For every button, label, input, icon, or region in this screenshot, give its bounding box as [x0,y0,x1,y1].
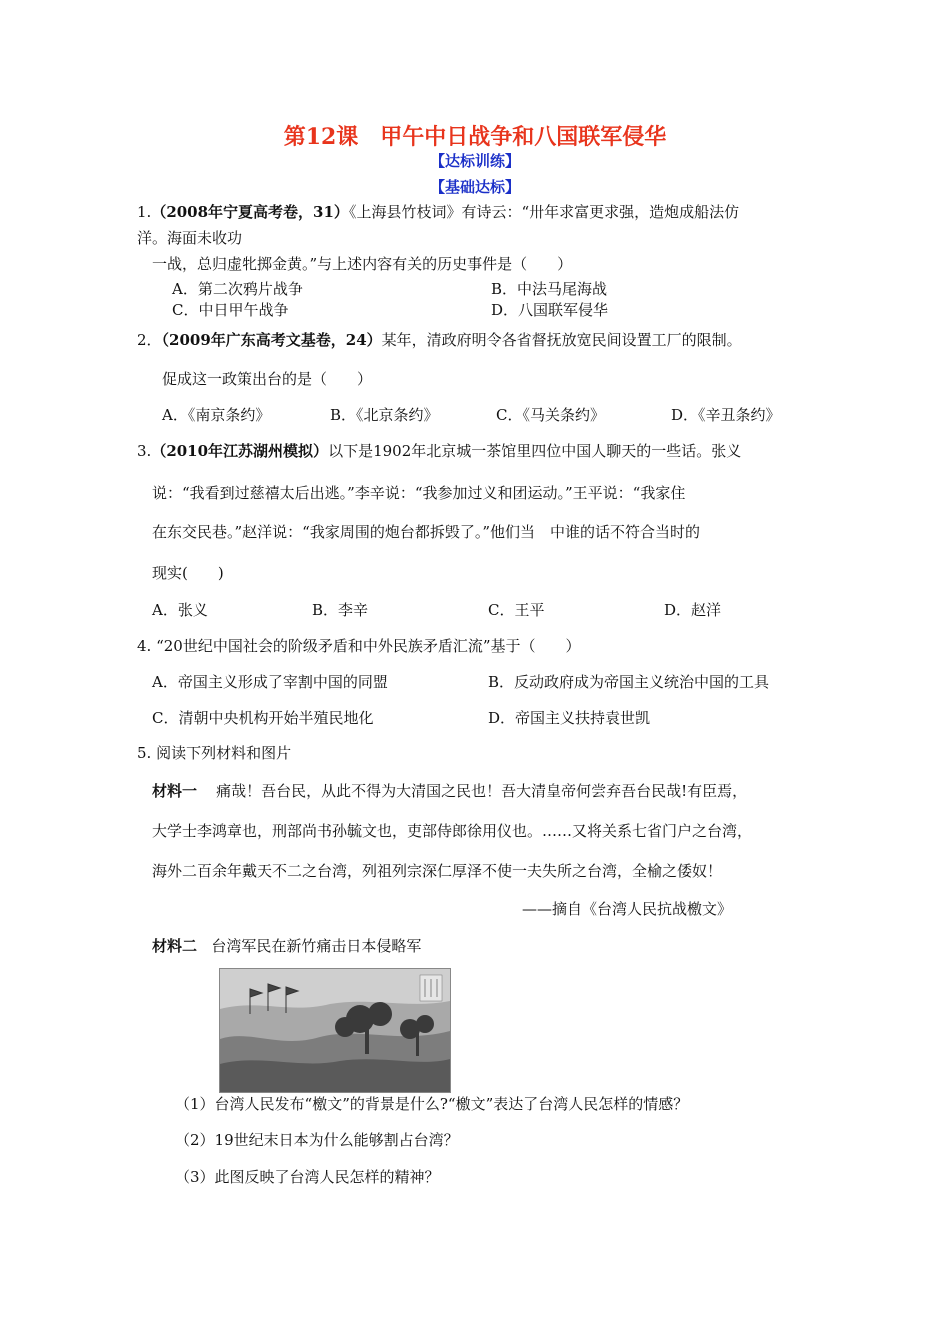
question-2-option-b: B．《北京条约》 [330,406,439,424]
question-3-stem-b: 说：“我看到过慈禧太后出逃。”李辛说：“我参加过义和团运动。”王平说：“我家住 [152,484,686,502]
material-1-label: 材料一 [152,782,198,800]
question-1-option-b: B．中法马尾海战 [491,280,608,298]
question-3-stem-c: 在东交民巷。”赵洋说：“我家周围的炮台都拆毁了。”他们当 中谁的话不符合当时的 [152,523,701,541]
material-1-text-a: 痛哉！吾台民，从此不得为大清国之民也！吾大清皇帝何尝弃吾台民哉!有臣焉， [216,782,748,800]
question-2-stem-b: 促成这一政策出台的是（ ） [162,370,373,388]
question-4-stem: “20世纪中国社会的阶级矛盾和中外民族矛盾汇流”基于（ ） [156,637,581,655]
question-1-stem-c: 一战，总归虚牝掷金黄。”与上述内容有关的历史事件是（ ） [152,255,573,273]
sub-question-2: （2）19世纪末日本为什么能够割占台湾？ [175,1131,459,1149]
question-1-option-a: A．第二次鸦片战争 [172,280,303,298]
question-3-stem-a: 以下是1902年北京城一茶馆里四位中国人聊天的一些话。张义 [328,442,742,460]
question-3-option-c: C．王平 [488,601,545,619]
question-4-option-d: D．帝国主义扶持袁世凯 [488,709,651,727]
question-4-line-1 [137,636,581,656]
question-1-stem-b: 洋。海面未收功 [137,229,243,247]
material-2-label: 材料二 [152,937,198,955]
question-2-source: （2009年广东高考文基卷，24） [161,331,382,349]
question-2-line-1 [137,330,742,350]
question-1-option-c: C．中日甲午战争 [172,301,289,319]
sub-question-1: （1）台湾人民发布“檄文”的背景是什么?“檄文”表达了台湾人民怎样的情感？ [175,1095,689,1113]
question-1-line-1 [137,202,739,222]
question-1-number: 1. [137,203,152,221]
question-2-stem-a: 某年，清政府明令各省督抚放宽民间设置工厂的限制。 [381,331,742,349]
section-heading-training: 【达标训练】 [429,152,520,170]
question-1-option-d: D．八国联军侵华 [491,301,609,319]
question-3-source: （2010年江苏湖州模拟） [151,442,329,460]
question-2-option-d: D．《辛丑条约》 [671,406,781,424]
question-4-number: 4. [137,637,152,655]
question-3-option-a: A．张义 [152,601,208,619]
question-3-stem-d: 现实( ) [152,564,224,582]
page-title: 第12课 甲午中日战争和八国联军侵华 [283,124,667,150]
question-2-option-a: A．《南京条约》 [162,406,271,424]
question-2-option-c: C．《马关条约》 [496,406,605,424]
material-2-text: 台湾军民在新竹痛击日本侵略军 [211,937,422,955]
material-2-line [152,936,421,956]
question-3-option-d: D．赵洋 [664,601,722,619]
battle-illustration-drawing [220,969,450,1092]
battle-illustration-image [219,968,451,1093]
question-3-option-b: B．李辛 [312,601,369,619]
question-3-number: 3. [137,442,152,460]
material-1-text-b: 大学士李鸿章也，刑部尚书孙毓文也，吏部侍郎徐用仪也。……又将关系七省门户之台湾， [152,822,753,840]
question-3-line-1 [137,441,741,461]
sub-question-3: （3）此图反映了台湾人民怎样的精神？ [175,1168,440,1186]
question-1-stem-a: 《上海县竹枝词》有诗云：“卅年求富更求强，造炮成船法仿 [348,203,740,221]
question-4-option-b: B．反动政府成为帝国主义统治中国的工具 [488,673,770,691]
question-5-line-1 [137,743,291,763]
question-2-number: 2． [137,331,162,349]
question-4-option-c: C．清朝中央机构开始半殖民地化 [152,709,374,727]
material-1-source: ——摘自《台湾人民抗战檄文》 [522,900,733,918]
material-1-line-1 [152,781,747,801]
question-5-number: 5. [137,744,152,762]
section-heading-basic: 【基础达标】 [429,178,520,196]
question-5-stem: 阅读下列材料和图片 [156,744,292,762]
question-4-option-a: A．帝国主义形成了宰割中国的同盟 [152,673,388,691]
question-1-source: （2008年宁夏高考卷，31） [151,203,349,221]
material-1-text-c: 海外二百余年戴天不二之台湾，列祖列宗深仁厚泽不使一夫失所之台湾，全榆之倭奴！ [152,862,723,880]
